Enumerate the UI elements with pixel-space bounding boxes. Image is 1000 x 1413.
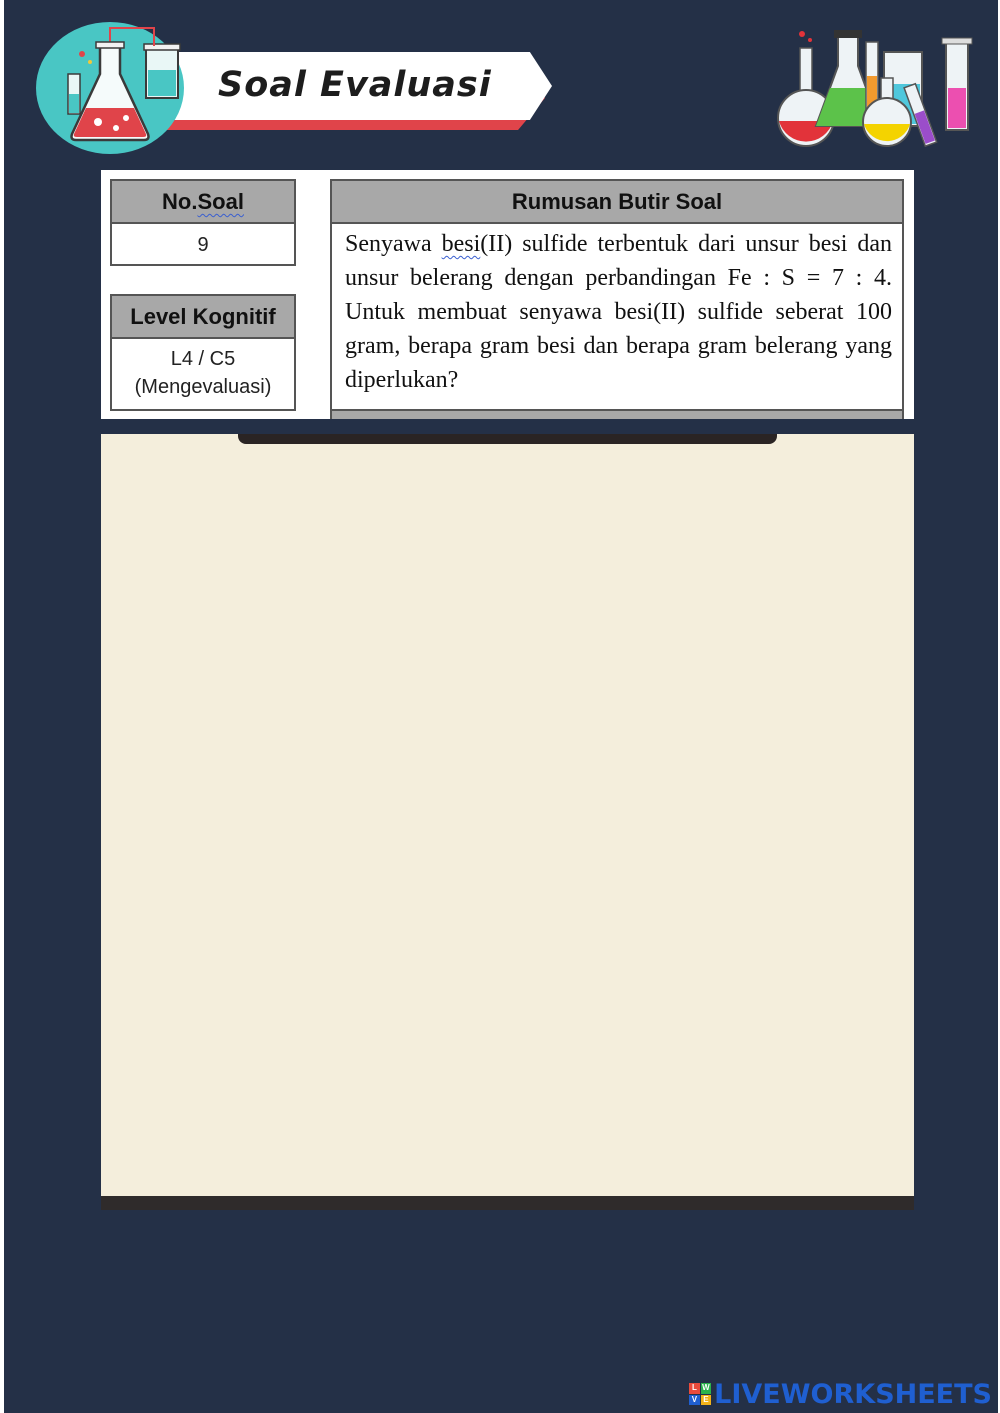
answer-area-shadow <box>101 1196 914 1210</box>
level-kognitif-header: Level Kognitif <box>112 296 294 339</box>
logo-letter-e: E <box>701 1395 712 1406</box>
no-soal-label-prefix: No. <box>162 189 198 214</box>
question-info-panel <box>101 170 914 419</box>
logo-letter-w: W <box>702 1383 710 1392</box>
level-kognitif-box <box>110 294 296 411</box>
logo-letter-l: L <box>689 1383 700 1394</box>
question-text-start: Senyawa <box>345 231 442 257</box>
level-kognitif-code: L4 / C5 <box>170 348 236 370</box>
answer-area-top-tab <box>238 434 777 444</box>
watermark <box>689 1377 992 1411</box>
no-soal-value: 9 <box>197 234 209 256</box>
rumusan-header: Rumusan Butir Soal <box>332 181 902 224</box>
question-text <box>332 224 902 397</box>
rumusan-box <box>330 179 904 419</box>
watermark-text: LIVEWORKSHEETS <box>714 1378 992 1410</box>
question-text-underlined: besi <box>441 231 481 257</box>
question-text-rest: (II) sulfide terbentuk dari unsur besi dan unsur belerang dengan perbandingan Fe : S = 7 : 4. Untuk membuat senyawa besi(II) sulfide seberat 100 gram, berapa gram besi dan berapa gram belerang yang diperlukan? <box>345 231 892 393</box>
level-kognitif-desc: (Mengevaluasi) <box>134 376 272 398</box>
logo-letter-v: V <box>689 1395 700 1406</box>
no-soal-header <box>112 181 294 224</box>
no-soal-label-word: Soal <box>197 189 244 214</box>
liveworksheets-logo-icon <box>689 1383 711 1405</box>
no-soal-box <box>110 179 296 266</box>
page-title: Soal Evaluasi <box>218 65 492 105</box>
flask-icon <box>36 18 186 158</box>
lab-glassware-icon <box>776 26 982 152</box>
answer-area[interactable] <box>101 434 914 1196</box>
level-kognitif-value <box>112 339 294 401</box>
rumusan-bottom-strip <box>332 409 902 419</box>
